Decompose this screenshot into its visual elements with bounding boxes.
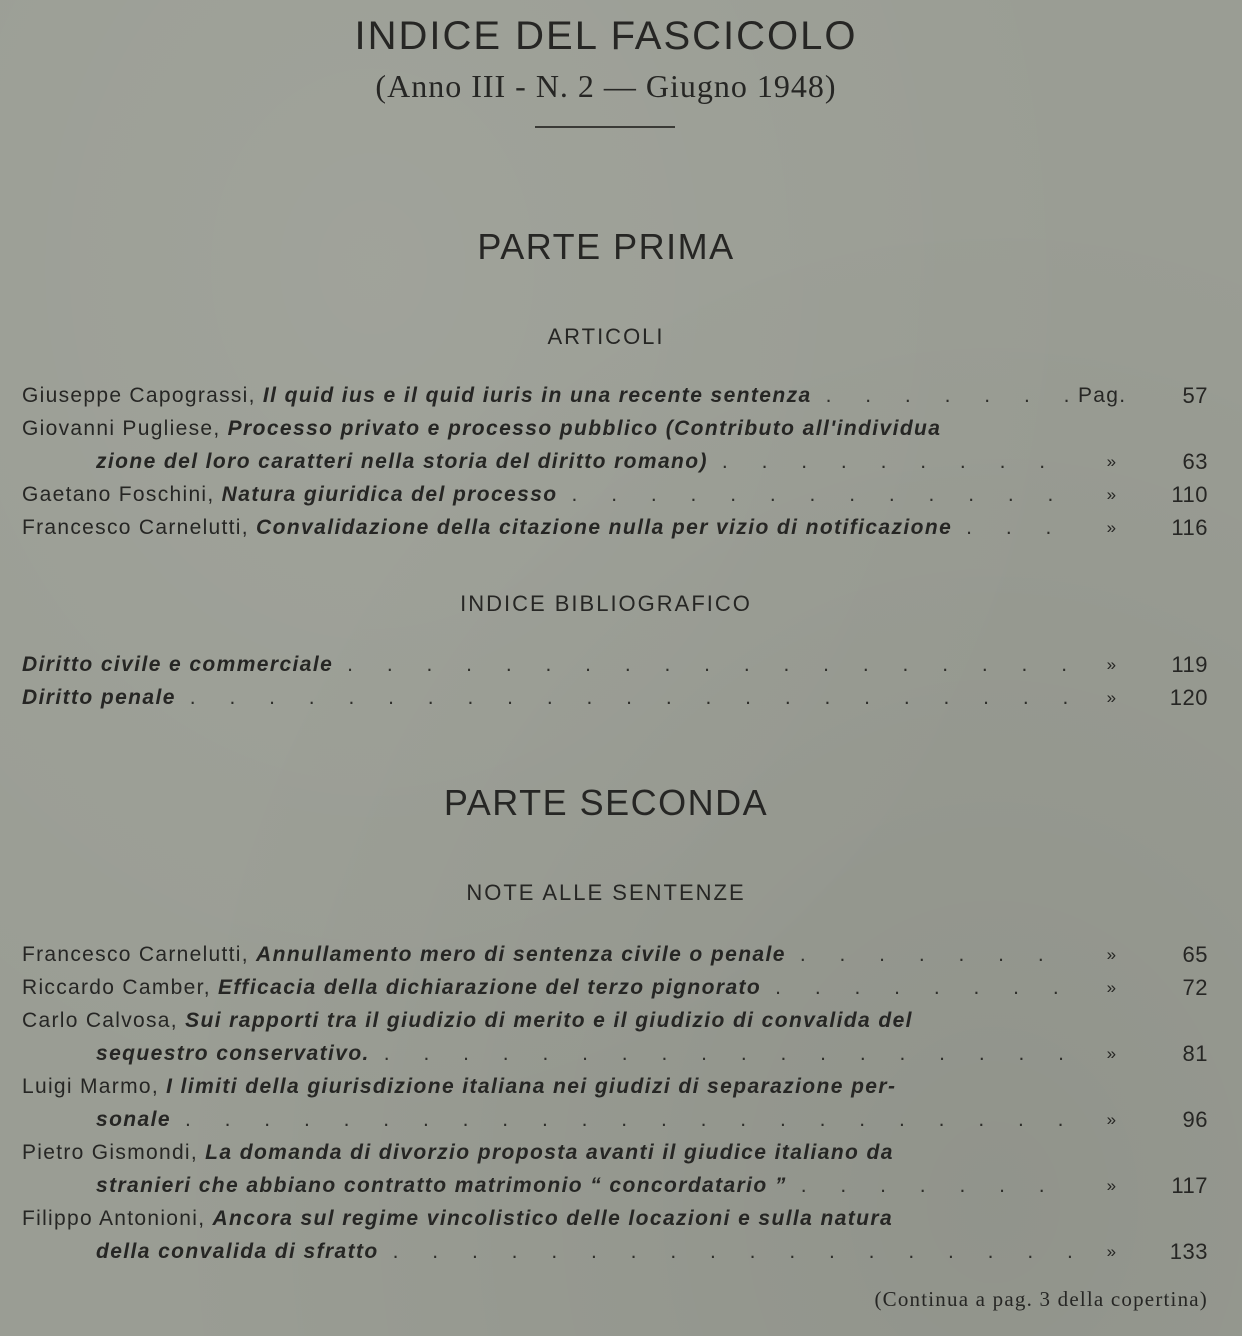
- page-marker: »: [1106, 945, 1118, 964]
- entry-text: [22, 971, 761, 1004]
- toc-entry-line: [22, 938, 1208, 971]
- page-marker: Pag.: [1078, 384, 1127, 407]
- entry-text: [22, 1202, 893, 1235]
- toc-entry-line: [22, 511, 1208, 544]
- page-number: 117: [1171, 1173, 1208, 1198]
- entry-text: [22, 1004, 913, 1037]
- toc-entry-continuation: [22, 1169, 1208, 1202]
- notes-list: [22, 938, 1208, 1268]
- entry-author: Luigi Marmo,: [22, 1075, 167, 1098]
- toc-entry-line: [22, 681, 1208, 714]
- entry-title-continuation: sonale: [96, 1108, 171, 1131]
- entry-title: Sui rapporti tra il giudizio di merito e il giudizio di convalida del: [185, 1009, 913, 1032]
- toc-entry-line: [22, 1004, 1208, 1037]
- entry-text: [22, 379, 812, 412]
- articles-heading: ARTICOLI: [547, 324, 665, 349]
- entry-title-continuation: stranieri che abbiano contratto matrimonio “ concordatario ”: [96, 1174, 787, 1197]
- page-number: 65: [1182, 942, 1208, 967]
- entry-title: Convalidazione della citazione nulla per vizio di notificazione: [256, 516, 953, 539]
- part-one-heading: PARTE PRIMA: [477, 226, 735, 267]
- page-number: 72: [1182, 975, 1208, 1000]
- dot-leader: [370, 1037, 1078, 1070]
- entry-author: Pietro Gismondi,: [22, 1141, 206, 1164]
- toc-entry-continuation: [22, 1037, 1208, 1070]
- page-marker: »: [1106, 688, 1118, 707]
- entry-text: [22, 1235, 379, 1268]
- entry-author: Francesco Carnelutti,: [22, 943, 257, 966]
- toc-entry-line: [22, 648, 1208, 681]
- entry-text: [22, 1037, 370, 1070]
- entry-title: Efficacia della dichiarazione del terzo pignorato: [218, 976, 762, 999]
- entry-author: Riccardo Camber,: [22, 976, 218, 999]
- dot-leader: [379, 1235, 1078, 1268]
- entry-author: Gaetano Foschini,: [22, 483, 222, 506]
- entry-text: [22, 511, 952, 544]
- entry-title-continuation: della convalida di sfratto: [96, 1240, 379, 1263]
- entry-title: Diritto civile e commerciale: [22, 653, 334, 676]
- page-number: 120: [1169, 685, 1208, 710]
- page-marker: »: [1106, 655, 1118, 674]
- entry-title: I limiti della giurisdizione italiana nei giudizi di separazione per-: [166, 1075, 897, 1098]
- entry-text: [22, 478, 558, 511]
- title-divider: [535, 126, 675, 128]
- toc-entry-line: [22, 478, 1208, 511]
- entry-title-continuation: sequestro conservativo.: [96, 1042, 370, 1065]
- toc-entry-line: [22, 412, 1208, 445]
- entry-text: [22, 1070, 896, 1103]
- page-number: 57: [1182, 383, 1208, 408]
- dot-leader: [952, 511, 1078, 544]
- entry-text: [22, 681, 176, 714]
- dot-leader: [171, 1103, 1078, 1136]
- page-marker: »: [1106, 1242, 1118, 1261]
- toc-entry-line: [22, 379, 1208, 412]
- notes-heading: NOTE ALLE SENTENZE: [466, 880, 746, 905]
- toc-entry-line: [22, 1070, 1208, 1103]
- entry-text: [22, 648, 333, 681]
- toc-entry-continuation: [22, 445, 1208, 478]
- entry-title: Natura giuridica del processo: [221, 483, 558, 506]
- entry-text: [22, 938, 786, 971]
- dot-leader: [812, 379, 1078, 412]
- dot-leader: [761, 971, 1078, 1004]
- page-marker: »: [1106, 1176, 1118, 1195]
- bibliography-heading: INDICE BIBLIOGRAFICO: [460, 591, 752, 616]
- dot-leader: [333, 648, 1078, 681]
- toc-entry-line: [22, 1202, 1208, 1235]
- entry-title: Annullamento mero di sentenza civile o penale: [256, 943, 786, 966]
- page-number: 96: [1182, 1107, 1208, 1132]
- articles-list: [22, 379, 1208, 544]
- entry-author: Carlo Calvosa,: [22, 1009, 186, 1032]
- page-marker: »: [1106, 452, 1118, 471]
- dot-leader: [708, 445, 1078, 478]
- page-marker: »: [1106, 518, 1118, 537]
- entry-author: Giovanni Pugliese,: [22, 417, 228, 440]
- entry-text: [22, 445, 708, 478]
- entry-text: [22, 412, 941, 445]
- part-two-heading: PARTE SECONDA: [443, 782, 769, 823]
- page-marker: »: [1106, 485, 1118, 504]
- continuation-note: (Continua a pag. 3 della copertina): [874, 1287, 1208, 1311]
- document-title: INDICE DEL FASCICOLO: [354, 14, 858, 58]
- entry-text: [22, 1103, 171, 1136]
- toc-entry-line: [22, 971, 1208, 1004]
- toc-entry-line: [22, 1136, 1208, 1169]
- page-marker: »: [1106, 1044, 1118, 1063]
- entry-author: Giuseppe Capograssi,: [22, 384, 263, 407]
- entry-author: Filippo Antonioni,: [22, 1207, 213, 1230]
- page-number: 81: [1182, 1041, 1208, 1066]
- toc-entry-continuation: [22, 1103, 1208, 1136]
- page-number: 119: [1171, 652, 1208, 677]
- page-marker: »: [1106, 978, 1118, 997]
- entry-title: Processo privato e processo pubblico (Contributo all'individua: [227, 417, 942, 440]
- entry-title-continuation: zione del loro caratteri nella storia del diritto romano): [96, 450, 708, 473]
- dot-leader: [787, 1169, 1078, 1202]
- issue-subtitle: (Anno III - N. 2 — Giugno 1948): [375, 68, 837, 104]
- page-number: 63: [1182, 449, 1208, 474]
- entry-title: Ancora sul regime vincolistico delle locazioni e sulla natura: [212, 1207, 894, 1230]
- entry-title: Diritto penale: [22, 686, 176, 709]
- entry-text: [22, 1169, 787, 1202]
- page-marker: »: [1106, 1110, 1118, 1129]
- page-number: 110: [1171, 482, 1208, 507]
- toc-entry-continuation: [22, 1235, 1208, 1268]
- entry-text: [22, 1136, 894, 1169]
- bibliography-list: [22, 648, 1208, 714]
- dot-leader: [176, 681, 1078, 714]
- dot-leader: [786, 938, 1078, 971]
- entry-title: La domanda di divorzio proposta avanti il giudice italiano da: [205, 1141, 894, 1164]
- entry-title: Il quid ius e il quid iuris in una recente sentenza: [262, 384, 812, 407]
- dot-leader: [558, 478, 1078, 511]
- page-number: 116: [1171, 515, 1208, 540]
- page-number: 133: [1169, 1239, 1208, 1264]
- entry-author: Francesco Carnelutti,: [22, 516, 257, 539]
